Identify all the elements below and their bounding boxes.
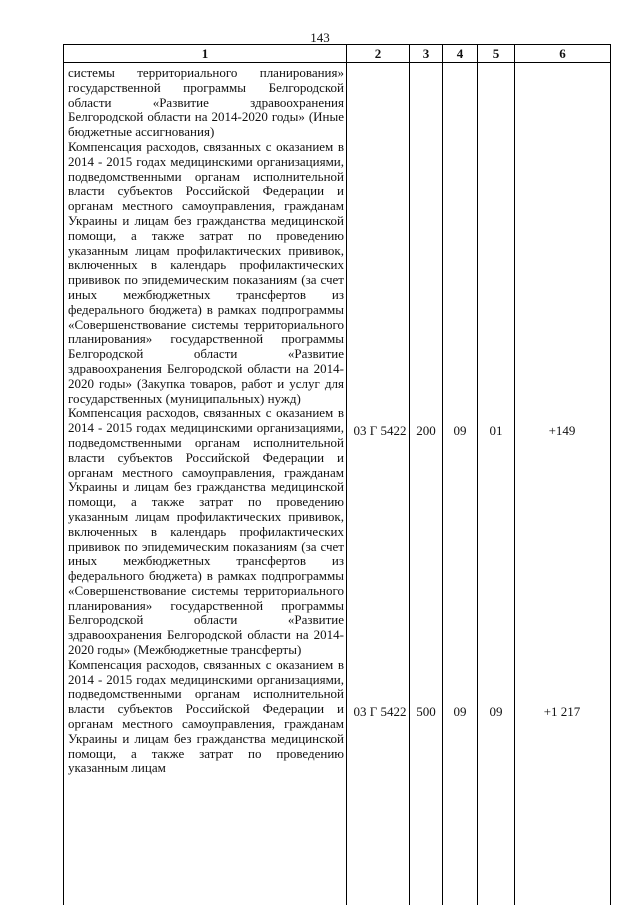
subsection-code: 09 (489, 704, 503, 719)
expense-type-code: 500 (416, 704, 436, 719)
amount-change: +1 217 (543, 704, 581, 719)
description-block-4: Компенсация расходов, связанных с оказанием в 2014 - 2015 годах медицинскими организациями, подведомственными органам исполнительной власти субъектов Российской Федерации и органам местного самоуправления, гражданам Украины и лицам без гражданства медицинской помощи, а также затрат по проведению указанным лицам (68, 656, 344, 776)
section-code: 09 (453, 423, 467, 438)
column-divider (442, 63, 443, 905)
target-article-code: 03 Г 5422 (353, 704, 407, 719)
description-block-1: системы территориального планирования» государственной программы Белгородской области «Развитие здравоохранения Белгородской области на 2014-2020 годы» (Иные бюджетные ассигнования) (68, 65, 344, 140)
expense-type-code: 200 (416, 423, 436, 438)
target-article-code: 03 Г 5422 (353, 423, 407, 438)
header-col-4: 4 (443, 45, 478, 62)
description-block-2: Компенсация расходов, связанных с оказанием в 2014 - 2015 годах медицинскими организациями, подведомственными органам исполнительной власти субъектов Российской Федерации и органам местного самоуправления, гражданам Украины и лицам без гражданства медицинской помощи, а также затрат по проведению указанным лицам профилактических прививок, включенных в календарь профилактических прививок по эпидемическим показаниям (за счет иных межбюджетных трансфертов из федерального бюджета) в рамках подпрограммы «Совершенствование системы территориального планирования» государственной программы Белгородской области «Развитие здравоохранения Белгородской области на 2014-2020 годы» (Закупка товаров, работ и услуг для государственных (муниципальных) нужд) (68, 138, 344, 406)
column-divider (346, 63, 347, 905)
description-block-3: Компенсация расходов, связанных с оказанием в 2014 - 2015 годах медицинскими организациями, подведомственными органам исполнительной власти субъектов Российской Федерации и органам местного самоуправления, гражданам Украины и лицам без гражданства медицинской помощи, а также затрат по проведению указанным лицам профилактических прививок, включенных в календарь профилактических прививок по эпидемическим показаниям (за счет иных межбюджетных трансфертов из федерального бюджета) в рамках подпрограммы «Совершенствование системы территориального планирования» государственной программы Белгородской области «Развитие здравоохранения Белгородской области на 2014-2020 годы» (Межбюджетные трансферты) (68, 405, 344, 658)
column-divider (409, 63, 410, 905)
section-code: 09 (453, 704, 467, 719)
page-number: 143 (310, 30, 330, 45)
subsection-code: 01 (489, 423, 503, 438)
header-col-2: 2 (347, 45, 410, 62)
header-col-6: 6 (559, 46, 566, 61)
amount-change: +149 (548, 423, 576, 438)
header-col-3: 3 (410, 45, 443, 62)
column-divider (477, 63, 478, 905)
header-col-5: 5 (478, 45, 515, 62)
description-column (68, 66, 344, 776)
header-col-1: 1 (64, 45, 347, 62)
column-divider (514, 63, 515, 905)
table-header (63, 44, 611, 63)
